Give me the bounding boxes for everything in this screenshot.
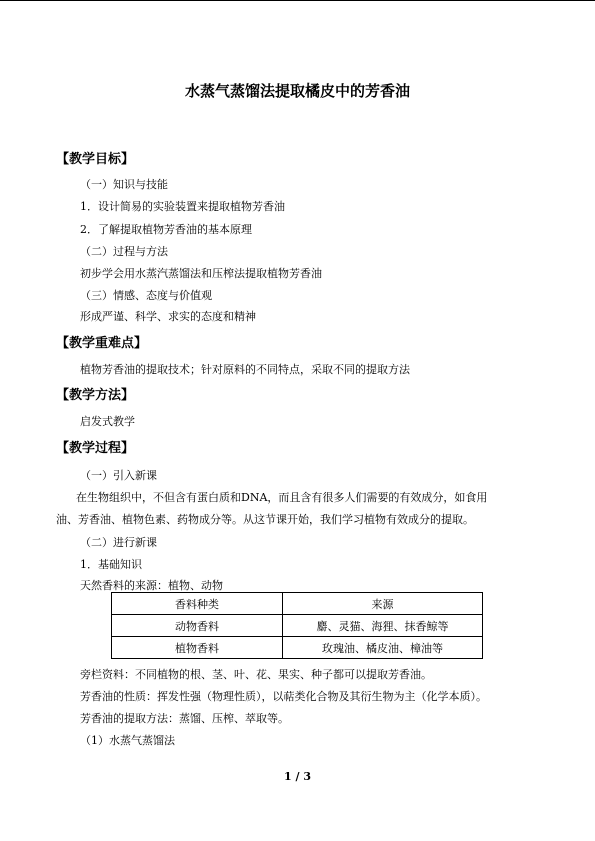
table-row [112,637,483,659]
intro-heading: （一）引入新课 [80,469,157,482]
section-heading-process: 【教学过程】 [56,441,135,456]
properties-line: 芳香油的性质：挥发性强（物理性质），以萜类化合物及其衍生物为主（化学本质）。 [80,690,487,703]
page-number: 1 / 3 [284,770,311,783]
table-header-row [112,593,483,615]
table-header-cell: 香料种类 [112,593,283,615]
intro-paragraph-line1: 在生物组织中，不但含有蛋白质和DNA，而且含有很多人们需要的有效成分，如食用 [76,491,488,504]
side-note-line: 旁栏资料：不同植物的根、茎、叶、花、果实、种子都可以提取芳香油。 [80,668,432,681]
extraction-methods-line: 芳香油的提取方法：蒸馏、压榨、萃取等。 [80,712,289,725]
basic-knowledge-heading: 1．基础知识 [80,558,142,571]
document-title: 水蒸气蒸馏法提取橘皮中的芳香油 [184,82,410,100]
goal-line: 形成严谨、科学、求实的态度和精神 [80,310,256,323]
table-cell: 麝、灵猫、海狸、抹香鲸等 [283,615,483,637]
table-cell: 植物香料 [112,637,283,659]
page-top-rule [0,0,595,1]
fragrance-source-table [111,592,483,659]
table-cell: 玫瑰油、橘皮油、樟油等 [283,637,483,659]
section-heading-methods: 【教学方法】 [56,388,135,403]
goal-line: 2．了解提取植物芳香油的基本原理 [80,223,252,236]
section-heading-keypoints: 【教学重难点】 [56,336,148,351]
new-lesson-heading: （二）进行新课 [80,536,157,549]
intro-paragraph-line2: 油、芳香油、植物色素、药物成分等。从这节课开始，我们学习植物有效成分的提取。 [56,513,474,526]
goal-line: 1．设计简易的实验装置来提取植物芳香油 [80,200,285,213]
goal-line: （一）知识与技能 [80,178,168,191]
goal-line: （三）情感、态度与价值观 [80,289,212,302]
steam-distillation-heading: （1）水蒸气蒸馏法 [80,734,175,747]
keypoints-text: 植物芳香油的提取技术；针对原料的不同特点，采取不同的提取方法 [80,363,410,376]
table-header-cell: 来源 [283,593,483,615]
table-row [112,615,483,637]
natural-sources-line: 天然香料的来源：植物、动物 [80,579,223,592]
table-cell: 动物香料 [112,615,283,637]
section-heading-goals: 【教学目标】 [56,152,135,167]
methods-text: 启发式教学 [80,415,135,428]
goal-line: （二）过程与方法 [80,245,168,258]
goal-line: 初步学会用水蒸汽蒸馏法和压榨法提取植物芳香油 [80,267,322,280]
